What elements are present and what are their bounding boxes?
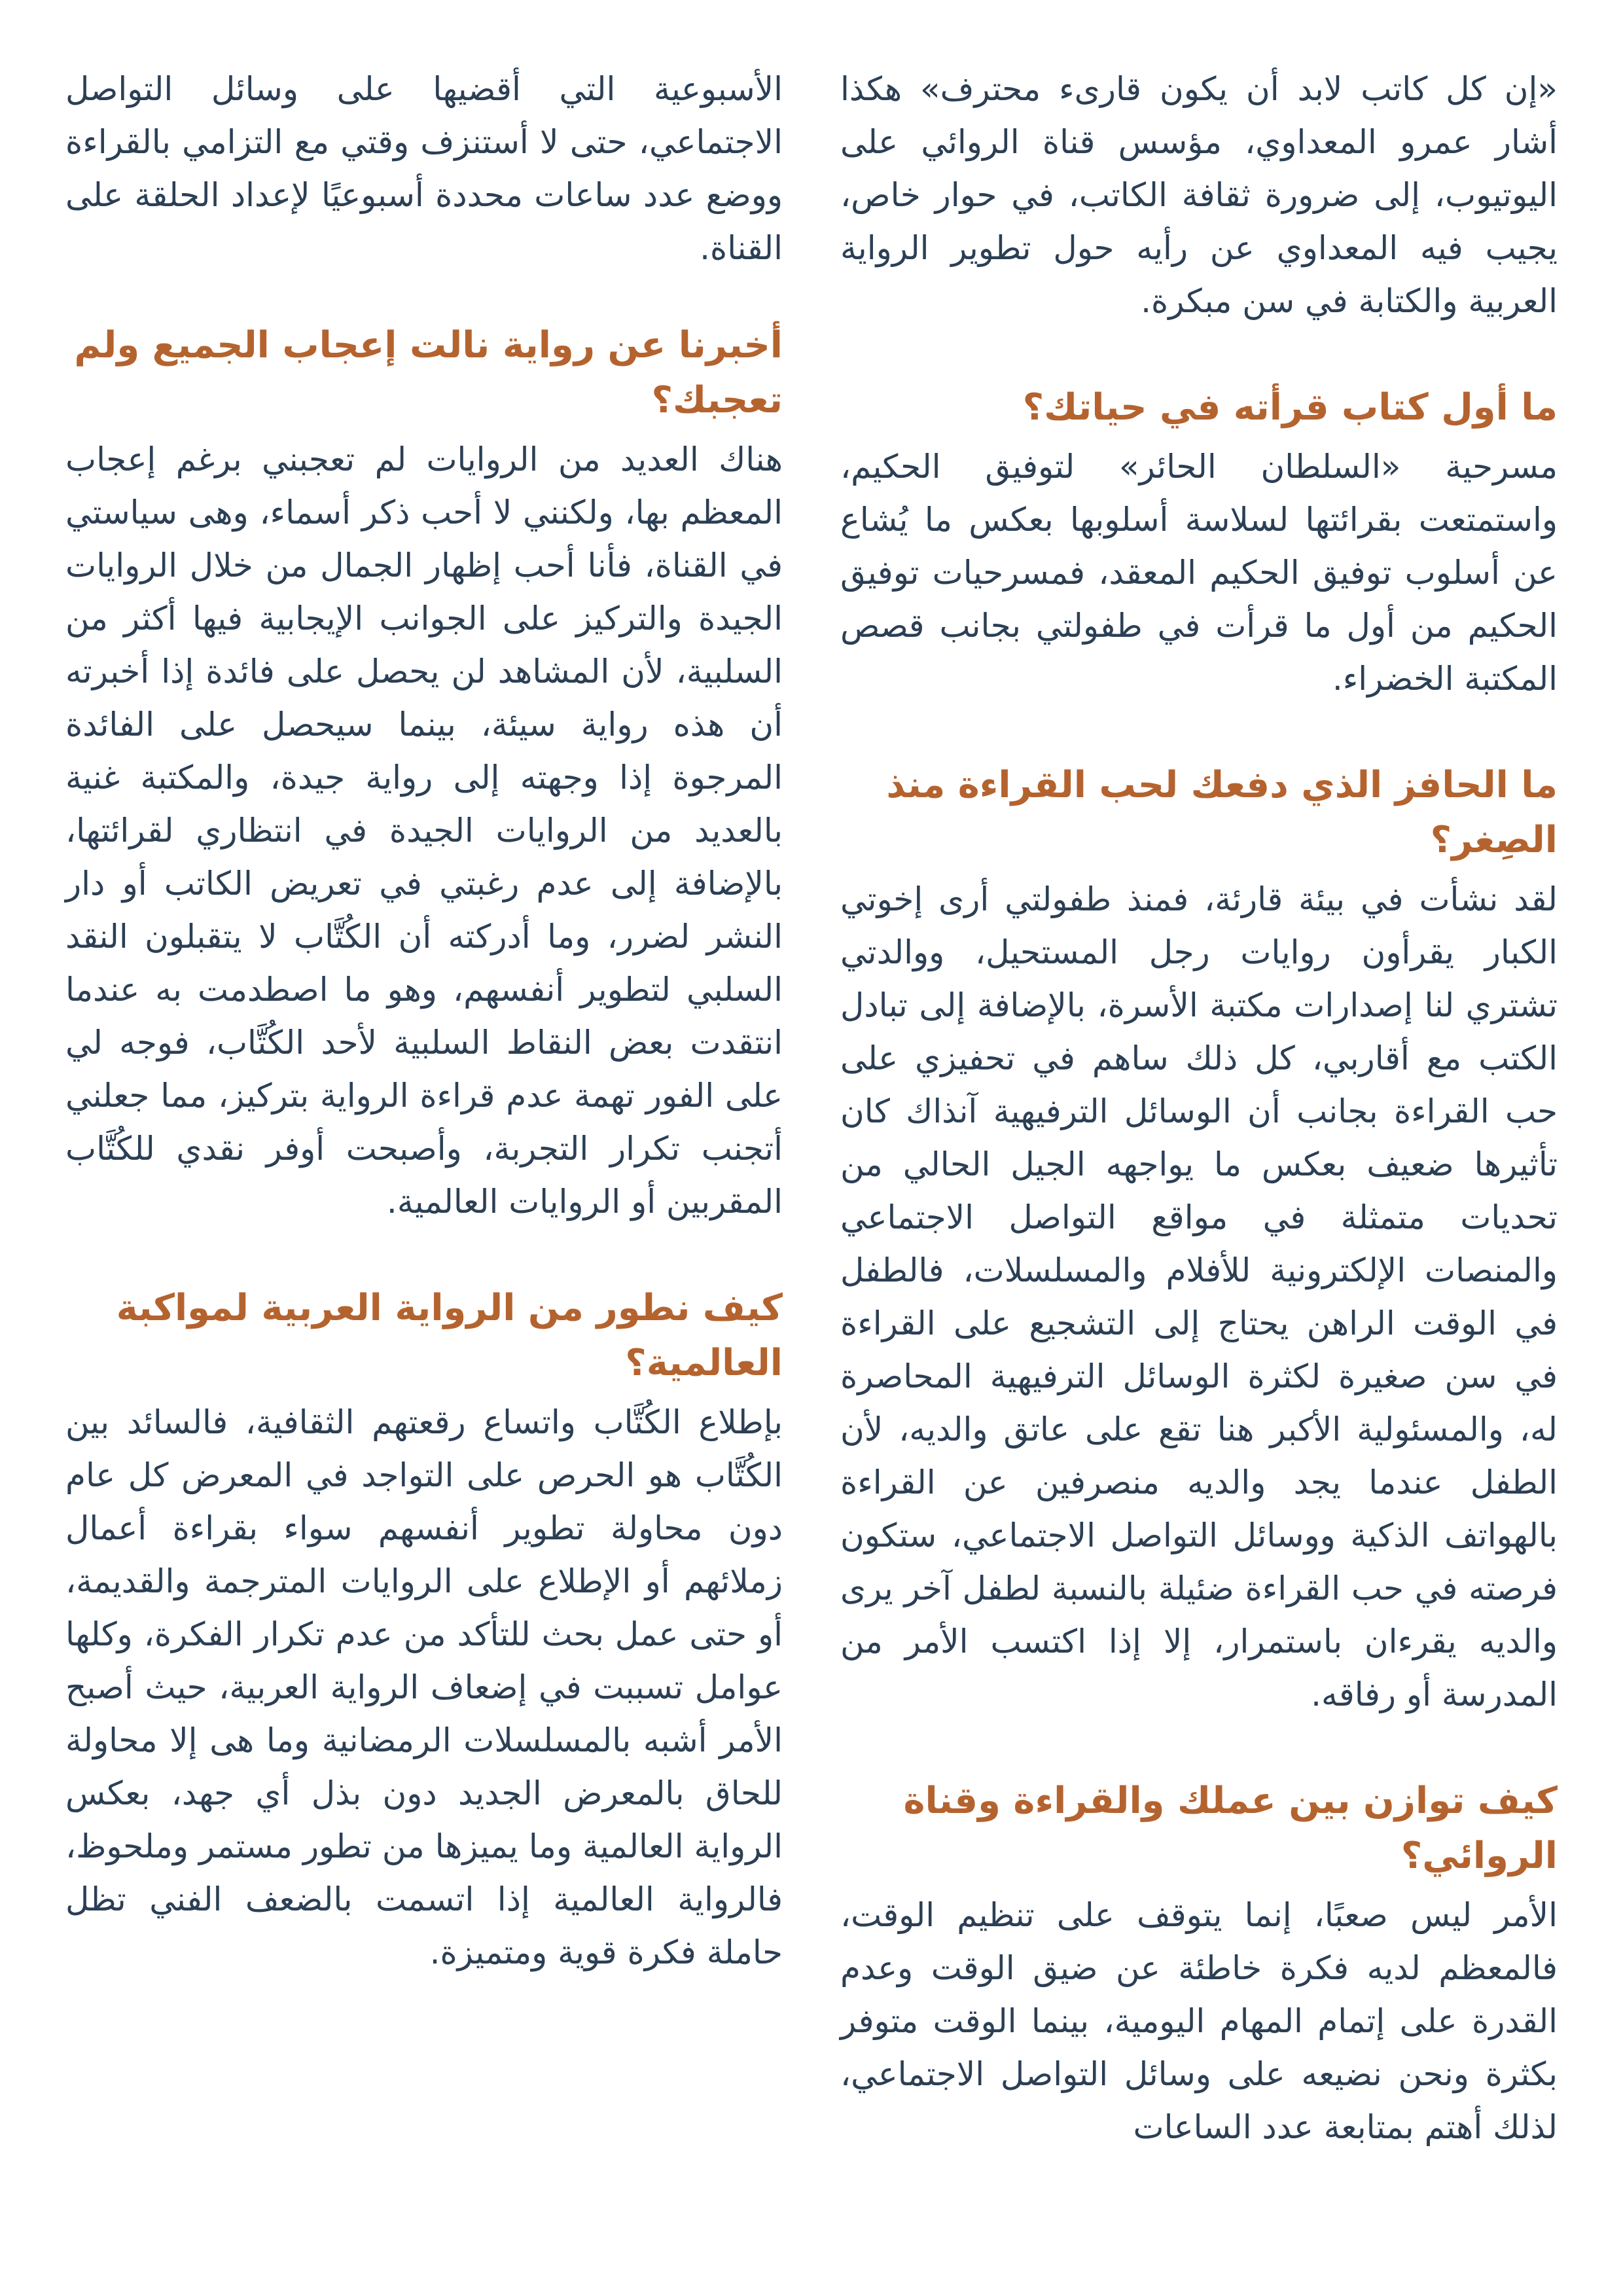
answer-work-balance: الأمر ليس صعبًا، إنما يتوقف على تنظيم الوقت، فالمعظم لديه فكرة خاطئة عن ضيق الوقت وعدم القدرة على إتمام المهام اليومية، بينما الوقت متوفر بكثرة ونحن نضيعه على وسائل التواصل الاجتماعي، لذلك أهتم بمتابعة عدد الساعات — [840, 1896, 1558, 2146]
answer-work-balance-continued: الأسبوعية التي أقضيها على وسائل التواصل الاجتماعي، حتى لا أستنزف وقتي مع التزامي بالقراءة ووضع عدد ساعات محددة أسبوعيًا لإعداد الحلقة على القناة. — [65, 70, 783, 267]
question-work-balance: كيف توازن بين عملك والقراءة وقناة الروائي؟ — [903, 1780, 1558, 1877]
answer-develop-arabic-novel: بإطلاع الكُتَّاب واتساع رقعتهم الثقافية، فالسائد بين الكُتَّاب هو الحرص على التواجد في المعرض كل عام دون محاولة تطوير أنفسهم سواء بقراءة أعمال زملائهم أو الإطلاع على الروايات المترجمة والقديمة، أو حتى عمل بحث للتأكد من عدم تكرار الفكرة، وكلها عوامل تسببت في إضعاف الرواية العربية، حيث أصبح الأمر أشبه بالمسلسلات الرمضانية وما هى إلا محاولة للحاق بالمعرض الجديد دون بذل أي جهد، بعكس الرواية العالمية وما يميزها من تطور مستمر وملحوظ، فالرواية العالمية إذا اتسمت بالضعف الفني تظل حاملة فكرة قوية ومتميزة. — [65, 1403, 783, 1971]
answer-reading-motivation: لقد نشأت في بيئة قارئة، فمنذ طفولتي أرى إخوتي الكبار يقرأون روايات رجل المستحيل، ووالدتي تشتري لنا إصدارات مكتبة الأسرة، بالإضافة إلى تبادل الكتب مع أقاربي، كل ذلك ساهم في تحفيزي على حب القراءة بجانب أن الوسائل الترفيهية آنذاك كان تأثيرها ضعيف بعكس ما يواجهه الجيل الحالي من تحديات متمثلة في مواقع التواصل الاجتماعي والمنصات الإلكترونية للأفلام والمسلسلات، فالطفل في الوقت الراهن يحتاج إلى التشجيع على القراءة في سن صغيرة لكثرة الوسائل الترفيهية المحاصرة له، والمسئولية الأكبر هنا تقع على عاتق والديه، لأن الطفل عندما يجد والديه منصرفين عن القراءة بالهواتف الذكية ووسائل التواصل الاجتماعي، ستكون فرصته في حب القراءة ضئيلة بالنسبة لطفل آخر يرى والديه يقرءان باستمرار، إلا إذا اكتسب الأمر من المدرسة أو رفاقه. — [840, 880, 1558, 1713]
question-disliked-novel: أخبرنا عن رواية نالت إعجاب الجميع ولم تعجبك؟ — [74, 324, 783, 422]
answer-disliked-novel: هناك العديد من الروايات لم تعجبني برغم إعجاب المعظم بها، ولكنني لا أحب ذكر أسماء، وهى سياستي في القناة، فأنا أحب إظهار الجمال من خلال الروايات الجيدة والتركيز على الجوانب الإيجابية فيها أكثر من السلبية، لأن المشاهد لن يحصل على فائدة إذا أخبرته أن هذه رواية سيئة، بينما سيحصل على الفائدة المرجوة إذا وجهته إلى رواية جيدة، والمكتبة غنية بالعديد من الروايات الجيدة في انتظاري لقرائتها، بالإضافة إلى عدم رغبتي في تعريض الكاتب أو دار النشر لضرر، وما أدركته أن الكُتَّاب لا يتقبلون النقد السلبي لتطوير أنفسهم، وهو ما اصطدمت به عندما انتقدت بعض النقاط السلبية لأحد الكُتَّاب، فوجه لي على الفور تهمة عدم قراءة الرواية بتركيز، مما جعلني أتجنب تكرار التجربة، وأصبحت أوفر نقدي للكُتَّاب المقربين أو الروايات العالمية. — [65, 440, 783, 1221]
question-first-book: ما أول كتاب قرأته في حياتك؟ — [1022, 386, 1558, 429]
question-reading-motivation: ما الحافز الذي دفعك لحب القراءة منذ الصِغر؟ — [886, 764, 1558, 861]
question-develop-arabic-novel: كيف نطور من الرواية العربية لمواكبة العالمية؟ — [116, 1287, 783, 1384]
intro-paragraph: «إن كل كاتب لابد أن يكون قارىء محترف» هكذا أشار عمرو المعداوي، مؤسس قناة الروائي على اليوتيوب، إلى ضرورة ثقافة الكاتب، في حوار خاص، يجيب فيه المعداوي عن رأيه حول تطوير الرواية العربية والكتابة في سن مبكرة. — [840, 70, 1558, 320]
answer-first-book: مسرحية «السلطان الحائر» لتوفيق الحكيم، واستمتعت بقرائتها لسلاسة أسلوبها بعكس ما يُشاع عن أسلوب توفيق الحكيم المعقد، فمسرحيات توفيق الحكيم من أول ما قرأت في طفولتي بجانب قصص المكتبة الخضراء. — [840, 448, 1558, 698]
right-column — [840, 63, 1558, 2154]
left-column — [65, 63, 783, 1979]
